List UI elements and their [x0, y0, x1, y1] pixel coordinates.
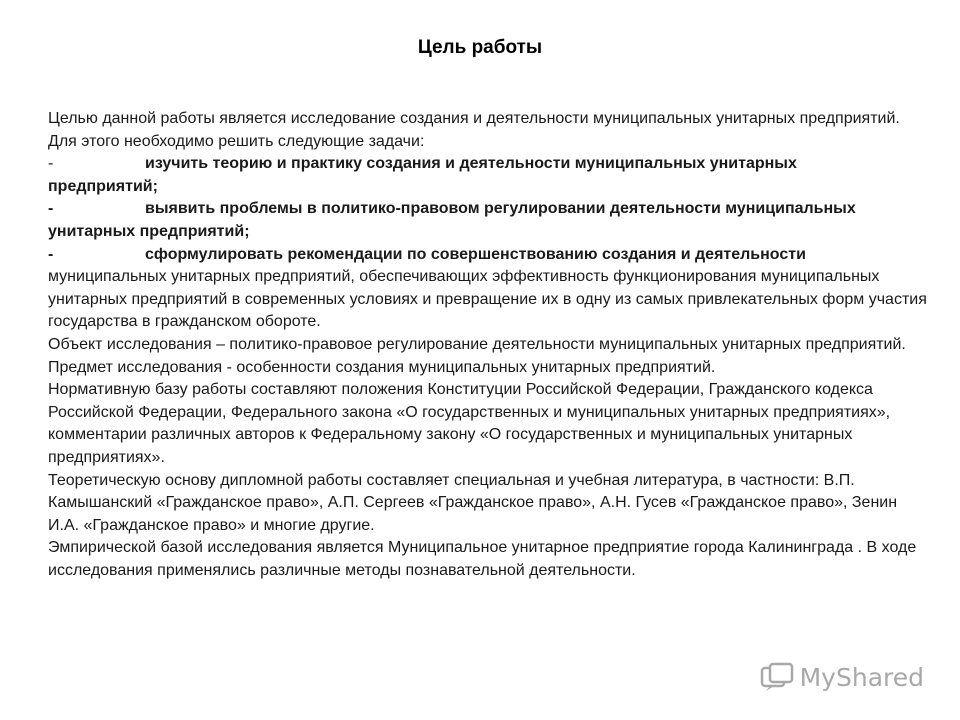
- normative-base-paragraph: Нормативную базу работы составляют положения Конституции Российской Федерации, Гражданского кодекса Российской Федерации, Федерального закона «О государственных и муниципальных унитарных предприятиях», комментарии различных авторов к Федеральному закону «О государственных и муниципальных унитарных предприятиях».: [48, 381, 891, 466]
- task-continuation: муниципальных унитарных предприятий, обеспечивающих эффективность функционирования муниципальных унитарных предприятий в современных условиях и превращение их в одну из самых привлекательных форм участия государства в гражданском обороте.: [48, 268, 927, 331]
- empirical-base-paragraph: Эмпирической базой исследования является Муниципальное унитарное предприятие города Калининграда . В ходе исследования применялись различные методы познавательной деятельности.: [48, 539, 917, 579]
- slide-body: [48, 108, 928, 582]
- task-list: [48, 153, 928, 334]
- task-item: [48, 198, 928, 243]
- task-marker: -: [48, 155, 54, 173]
- watermark-text: MyShared: [799, 662, 924, 692]
- task-marker: -: [48, 245, 54, 263]
- theoretical-base-paragraph: Теоретическую основу дипломной работы составляет специальная и учебная литература, в частности: В.П. Камышанский «Гражданское право», А.П. Сергеев «Гражданское право», А.Н. Гусев «Гражданское право», Зенин И.А. «Гражданское право» и многие другие.: [48, 471, 898, 534]
- task-item: [48, 153, 928, 198]
- task-item: [48, 244, 928, 334]
- task-continuation: унитарных предприятий;: [48, 222, 250, 240]
- myshared-logo-icon: [760, 662, 796, 692]
- object-paragraph: Объект исследования – политико-правовое регулирование деятельности муниципальных унитарных предприятий.: [48, 335, 906, 353]
- task-text: выявить проблемы в политико-правовом регулировании деятельности муниципальных: [145, 200, 856, 218]
- slide-title: Цель работы: [417, 37, 543, 58]
- task-text: изучить теорию и практику создания и деятельности муниципальных унитарных: [145, 155, 797, 173]
- task-marker: -: [48, 200, 54, 218]
- subject-paragraph: Предмет исследования - особенности создания муниципальных унитарных предприятий.: [48, 358, 716, 376]
- task-text: сформулировать рекомендации по совершенствованию создания и деятельности: [145, 245, 806, 263]
- myshared-watermark[interactable]: [760, 662, 924, 692]
- task-continuation: предприятий;: [48, 177, 158, 195]
- intro-paragraph: Целью данной работы является исследование создания и деятельности муниципальных унитарных предприятий. Для этого необходимо решить следующие задачи:: [48, 110, 900, 150]
